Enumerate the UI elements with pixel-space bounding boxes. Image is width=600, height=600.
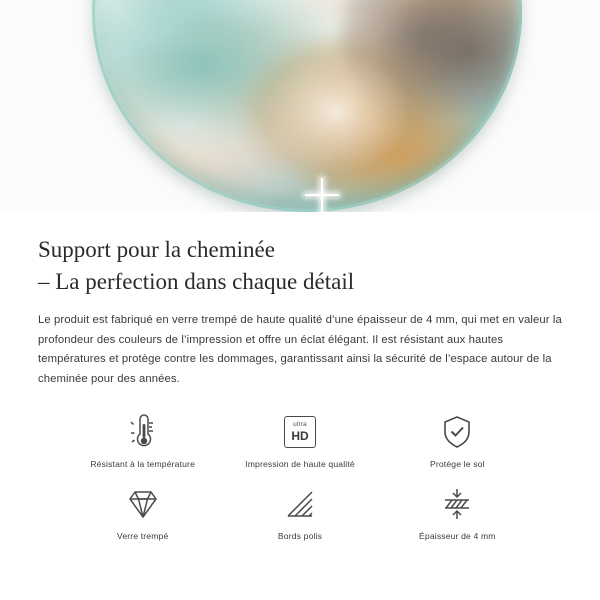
thermometer-icon — [126, 411, 160, 453]
feature-label: Verre trempé — [116, 531, 169, 542]
diamond-icon — [124, 483, 162, 525]
feature-item-temperature — [64, 411, 221, 469]
feature-grid — [38, 411, 562, 541]
feature-label: Épaisseur de 4 mm — [419, 531, 496, 542]
ultra-hd-badge-icon — [284, 411, 316, 453]
headline-line-2: – La perfection dans chaque détail — [38, 268, 355, 294]
feature-label: Protège le sol — [429, 459, 485, 470]
page-title — [38, 234, 562, 297]
feature-label: Impression de haute qualité — [245, 459, 355, 470]
content-block — [0, 212, 600, 541]
feature-item-tempered-glass — [64, 483, 221, 541]
feature-label: Bords polis — [277, 531, 323, 542]
badge-bottom-text: HD — [291, 428, 309, 443]
headline-line-1: Support pour la cheminée — [38, 237, 275, 262]
shield-check-icon — [440, 411, 474, 453]
badge-top-text: ultra — [293, 421, 307, 429]
feature-label: Résistant à la température — [90, 459, 196, 470]
thickness-arrows-icon — [438, 483, 476, 525]
hero-image — [0, 0, 600, 212]
ink-blot-white-bottom — [264, 52, 410, 172]
feature-item-polished-edges — [221, 483, 378, 541]
feature-item-thickness — [379, 483, 536, 541]
description-paragraph: Le produit est fabriqué en verre trempé de haute qualité d’une épaisseur de 4 mm, qui met en valeur la profondeur des couleurs de l’impression et offre un éclat élégant. Il est résistant aux hautes températures et protège contre les dommages, garantissant ainsi la sécurité de l’espace autour de la cheminée pour des années. — [38, 314, 562, 385]
feature-item-print-quality — [221, 411, 378, 469]
polished-edges-icon — [283, 483, 317, 525]
feature-item-floor-protection — [379, 411, 536, 469]
